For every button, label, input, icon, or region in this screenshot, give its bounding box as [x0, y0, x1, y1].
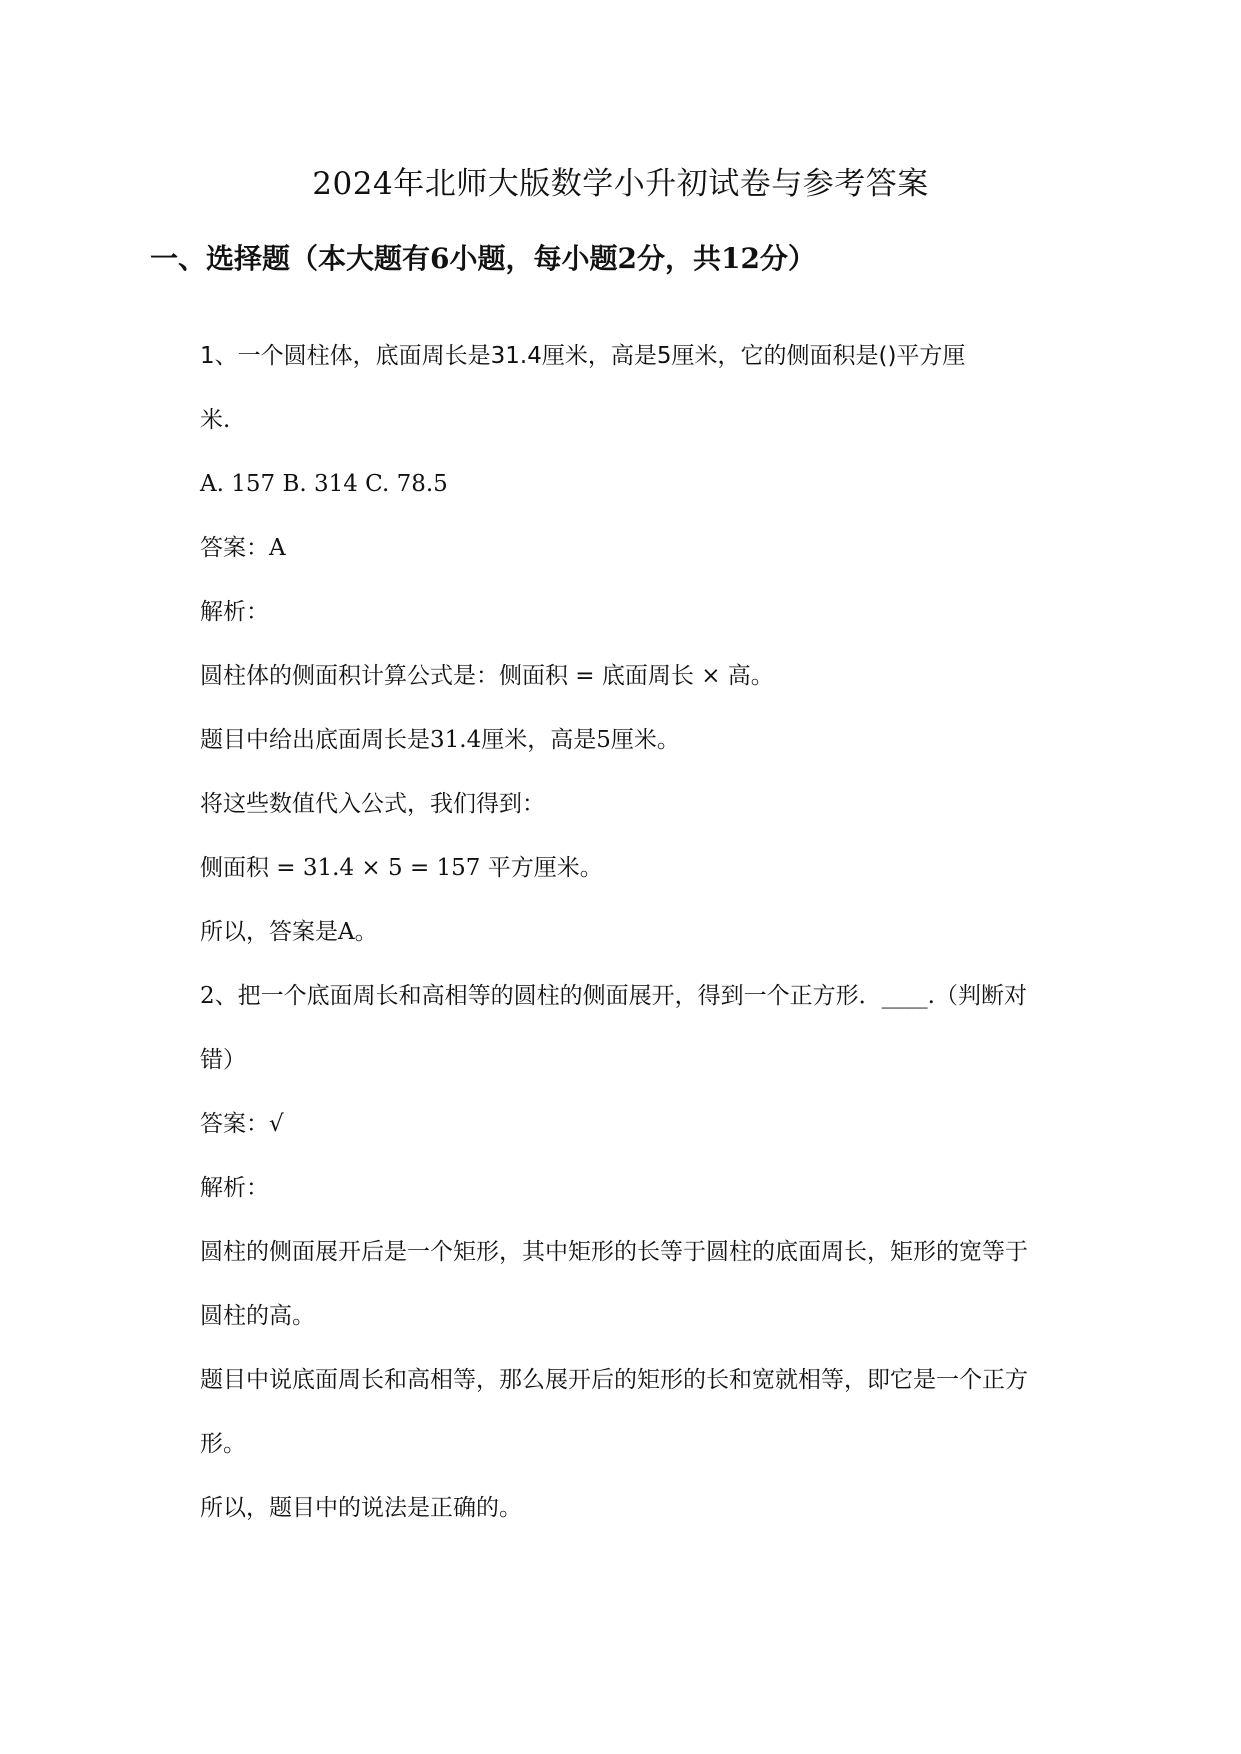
question-2-analysis-line-2: 圆柱的高。 [200, 1303, 315, 1329]
question-1-stem-line-1: 1、一个圆柱体，底面周长是31.4厘米，高是5厘米，它的侧面积是()平方厘 [200, 343, 966, 369]
question-2-analysis-label: 解析： [200, 1175, 269, 1201]
section-heading: 一、选择题（本大题有6小题，每小题2分，共12分） [150, 242, 816, 275]
page-title: 2024年北师大版数学小升初试卷与参考答案 [312, 166, 929, 202]
question-1-stem-line-2: 米. [200, 407, 231, 433]
question-2-analysis-line-3: 题目中说底面周长和高相等，那么展开后的矩形的长和宽就相等，即它是一个正方 [200, 1367, 1028, 1393]
question-1-analysis-line-3: 将这些数值代入公式，我们得到： [200, 791, 545, 817]
question-1-analysis-line-1: 圆柱体的侧面积计算公式是：侧面积 = 底面周长 × 高。 [200, 663, 774, 689]
question-2-answer: 答案：√ [200, 1111, 284, 1137]
question-1-answer: 答案：A [200, 535, 286, 561]
question-2-analysis-line-5: 所以，题目中的说法是正确的。 [200, 1495, 522, 1521]
question-1-analysis-label: 解析： [200, 599, 269, 625]
question-1-analysis-line-2: 题目中给出底面周长是31.4厘米，高是5厘米。 [200, 727, 680, 753]
question-1-options: A. 157 B. 314 C. 78.5 [200, 471, 448, 497]
question-1-analysis-line-4: 侧面积 = 31.4 × 5 = 157 平方厘米。 [200, 855, 603, 881]
question-2-analysis-line-4: 形。 [200, 1431, 246, 1457]
question-1-analysis-line-5: 所以，答案是A。 [200, 919, 378, 945]
question-2-analysis-line-1: 圆柱的侧面展开后是一个矩形，其中矩形的长等于圆柱的底面周长，矩形的宽等于 [200, 1239, 1028, 1265]
question-2-stem-line-1: 2、把一个底面周长和高相等的圆柱的侧面展开，得到一个正方形．____.（判断对 [200, 983, 1027, 1009]
question-2-stem-line-2: 错） [200, 1047, 246, 1073]
